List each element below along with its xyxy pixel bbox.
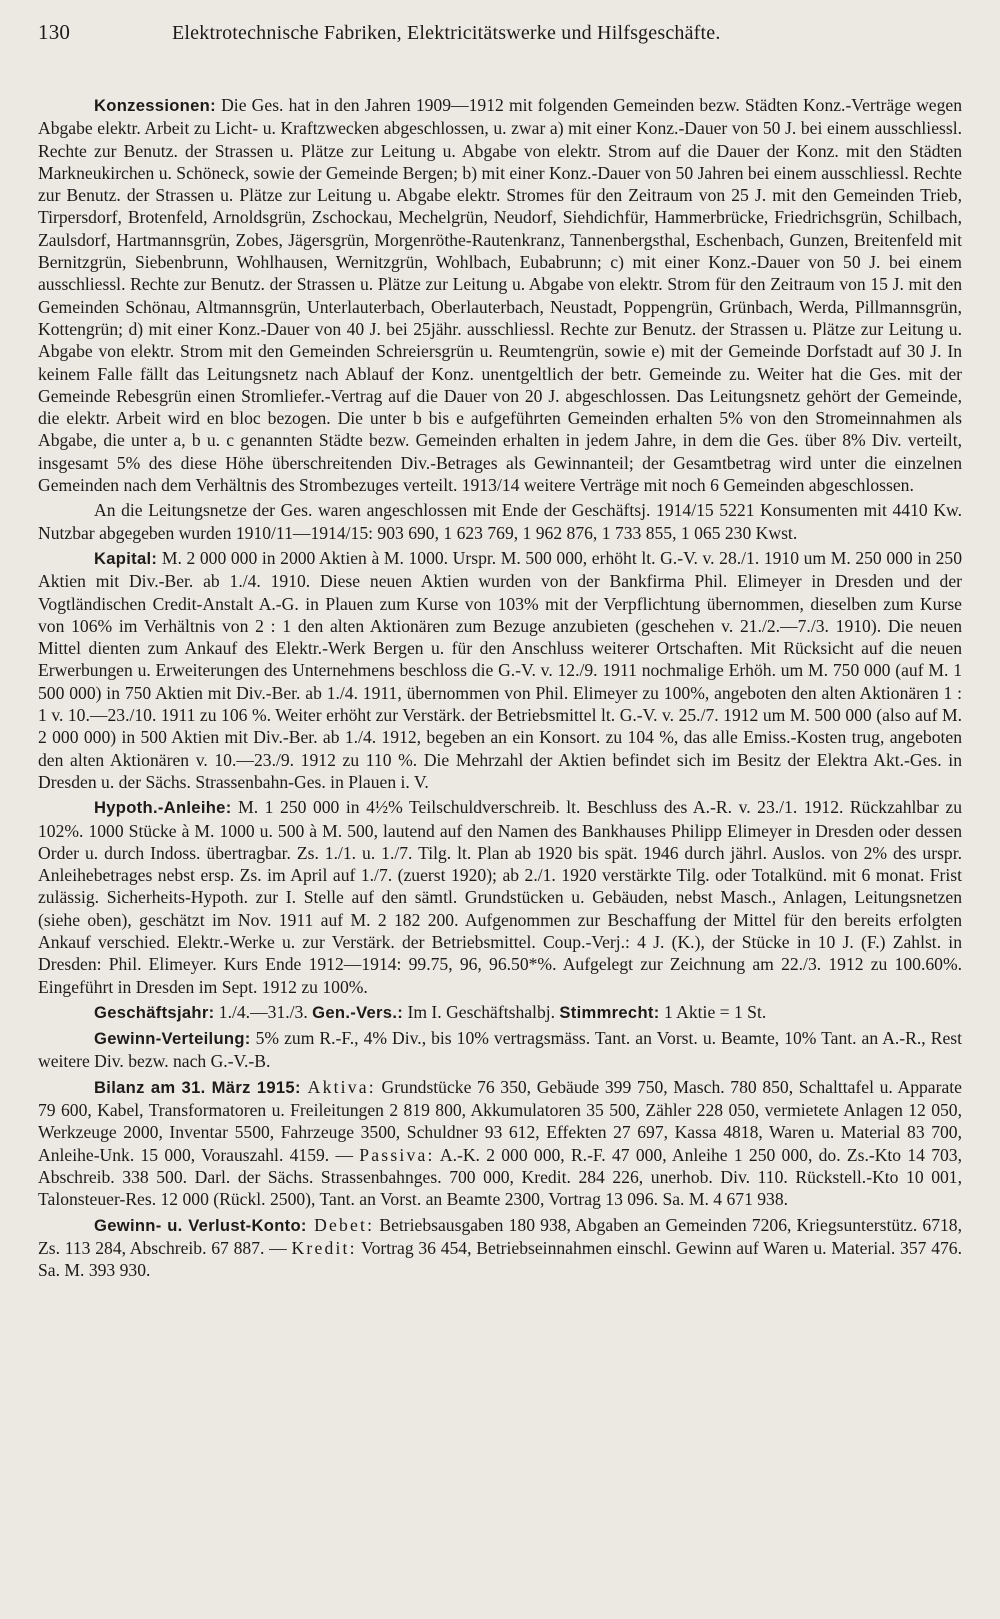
- paragraph-text: 1 Aktie = 1 St.: [659, 1001, 767, 1022]
- paragraph-text: 1./4.—31./3.: [214, 1001, 313, 1022]
- page-number: 130: [38, 20, 71, 44]
- paragraph-text: A.-K. 2 000 000, R.-F. 47 000, Anleihe 1 250 000, do. Zs.-Kto 14 703, Abschreib. 338 500. Darl. der Sächs. Strassenbahnges. 700 000, Kredit. 284 226, unerhob. Div. 110. Rückstell.-Kto 10 001, Talonsteuer-Res. 12 000 (Rückl. 2500), Tant. an Vorst. an Beamte 2300, Vortrag 13 096. Sa. M. 4 671 938.: [38, 1144, 962, 1210]
- body-text: [38, 94, 962, 1281]
- section-heading: Bilanz am 31. März 1915:: [94, 1077, 301, 1097]
- section-heading: Kapital:: [94, 548, 158, 568]
- paragraph-leitungsnetze: [38, 499, 962, 544]
- paragraph-text: Betriebsausgaben 180 938, Abgaben an Gemeinden 7206, Kriegsunterstütz. 6718, Zs. 113 284, Abschreib. 67 887. —: [38, 1214, 962, 1258]
- paragraph-konzessionen: [38, 94, 962, 496]
- paragraph-text: Vortrag 36 454, Betriebseinnahmen einschl. Gewinn auf Waren u. Material. 357 476. Sa. M. 393 930.: [38, 1237, 962, 1281]
- paragraph-gewinn-verlust: [38, 1214, 962, 1282]
- section-heading: Gen.-Vers.:: [312, 1002, 404, 1022]
- paragraph-text: Die Ges. hat in den Jahren 1909—1912 mit folgenden Gemeinden bezw. Städten Konz.-Verträge wegen Abgabe elektr. Arbeit zu Licht- u. Kraftzwecken abgeschlossen, u. zwar a) mit einer Konz.-Dauer von 50 J. bei einem ausschliessl. Rechte zur Benutz. der Strassen u. Plätze zur Leitung u. Abgabe von elektr. Strom auf die Dauer der Konz. mit den Städten Markneukirchen u. Schöneck, sowie der Gemeinde Bergen; b) mit einer Konz.-Dauer von 50 Jahren bei einem ausschliessl. Rechte zur Benutz. der Strassen u. Plätze zur Leitung u. Abgabe elektr. Stromes für den Zeitraum von 25 J. mit den Gemeinden Trieb, Tirpersdorf, Brotenfeld, Arnoldsgrün, Zschockau, Mechelgrün, Neudorf, Siehdichfür, Hammerbrücke, Friedrichsgrün, Schilbach, Zaulsdorf, Hartmannsgrün, Zobes, Jägersgrün, Morgenröthe-Rautenkranz, Tannenbergsthal, Eschenbach, Gunzen, Breitenfeld mit Bernitzgrün, Siebenbrunn, Wohlhausen, Wernitzgrün, Wohlbach, Eubabrunn; c) mit einer Konz.-Dauer von 50 J. bei einem ausschliessl. Rechte zur Benutz. der Strassen u. Plätze zur Leitung u. Abgabe von elektr. Strom für den Zeitraum von 15 J. mit den Gemeinden Schönau, Altmannsgrün, Unterlauterbach, Oberlauterbach, Neustadt, Poppengrün, Grünbach, Werda, Pillmannsgrün, Kottengrün; d) mit einer Konz.-Dauer von 40 J. bei 25jähr. ausschliessl. Rechte zur Benutz. der Strassen u. Plätze zur Leitung u. Abgabe von elektr. Strom mit den Gemeinden Schreiersgrün u. Reumtengrün, sowie e) mit der Gemeinde Dorfstadt auf 30 J. In keinem Falle fällt das Leitungsnetz nach Ablauf der Konz. unentgeltlich der betr. Gemeinde zu. Weiter hat die Ges. mit der Gemeinde Rebesgrün einen Stromliefer.-Vertrag auf die Dauer von 20 J. abgeschlossen. Das Leitungsnetz gehört der Gemeinde, die elektr. Arbeit wird en bloc bezogen. Die unter b bis e aufgeführten Gemeinden erhalten 5% von den Stromeinnahmen als Abgabe, die unter a, b u. c genannten Städte bezw. Gemeinden erhalten in jedem Jahre, in dem die Ges. über 8% Div. verteilt, insgesamt 5% des diese Höhe überschreitenden Div.-Betrages als Gewinnanteil; der Gesamtbetrag wird unter die einzelnen Gemeinden nach dem Verhältnis des Strombezuges verteilt. 1913/14 weitere Verträge mit noch 6 Gemeinden abgeschlossen.: [38, 95, 962, 496]
- spaced-label: Aktiva:: [300, 1076, 376, 1097]
- paragraph-text: An die Leitungsnetze der Ges. waren angeschlossen mit Ende der Geschäftsj. 1914/15 5221 Konsumenten mit 4410 Kw. Nutzbar abgegeben wurden 1910/11—1914/15: 903 690, 1 623 769, 1 962 876, 1 733 855, 1 065 230 Kwst.: [38, 500, 962, 543]
- paragraph-gewinn-verteilung: [38, 1027, 962, 1073]
- paragraph-bilanz: [38, 1076, 962, 1211]
- paragraph-geschaeftsjahr: [38, 1001, 962, 1024]
- paragraph-text: 5% zum R.-F., 4% Div., bis 10% vertragsmäss. Tant. an Vorst. u. Beamte, 10% Tant. an A.-R., Rest weitere Div. bezw. nach G.-V.-B.: [38, 1028, 962, 1072]
- spaced-label: Passiva:: [359, 1144, 435, 1165]
- spaced-label: Kredit:: [291, 1237, 357, 1258]
- paragraph-text: M. 1 250 000 in 4½% Teilschuldverschreib. lt. Beschluss des A.-R. v. 23./1. 1912. Rückzahlbar zu 102%. 1000 Stücke à M. 1000 u. 500 à M. 500, lautend auf den Namen des Bankhauses Philipp Elimeyer in Dresden oder dessen Order u. durch Indoss. übertragbar. Zs. 1./1. u. 1./7. Tilg. lt. Plan ab 1920 bis spät. 1946 durch jährl. Auslos. von 2% des urspr. Anleihebetrages nebst ersp. Zs. im April auf 1./7. (zuerst 1920); ab 2./1. 1920 verstärkte Tilg. oder Totalkünd. mit 6 monat. Frist zulässig. Sicherheits-Hypoth. zur I. Stelle auf den sämtl. Grundstücken u. Gebäuden, nebst Masch., Anlagen, Leitungsnetzen (siehe oben), geschätzt im Nov. 1911 auf M. 2 182 200. Aufgenommen zur Beschaffung der Mittel für den bereits erfolgten Ankauf verschied. Elektr.-Werke u. zur Verstärk. der Betriebsmittel. Coup.-Verj.: 4 J. (K.), der Stücke in 10 J. (F.) Zahlst. in Dresden: Phil. Elimeyer. Kurs Ende 1912—1914: 99.75, 96, 96.50*%. Aufgelegt zur Zeichnung am 22./3. 1912 zu 100.60%. Eingeführt in Dresden im Sept. 1912 zu 100%.: [38, 797, 962, 997]
- paragraph-text: Grundstücke 76 350, Gebäude 399 750, Masch. 780 850, Schalttafel u. Apparate 79 600, Kabel, Transformatoren u. Freileitungen 2 819 800, Akkumulatoren 35 500, Zähler 228 050, vermietete Anlagen 12 050, Werkzeuge 2000, Inventar 5500, Fahrzeuge 3500, Schuldner 93 612, Effekten 27 697, Kassa 4818, Waren u. Material 83 700, Anleihe-Unk. 15 000, Vorauszahl. 4159. —: [38, 1076, 962, 1165]
- running-title: Elektrotechnische Fabriken, Elektricitätswerke und Hilfsgeschäfte.: [172, 22, 721, 44]
- section-heading: Hypoth.-Anleihe:: [94, 798, 232, 818]
- paragraph-text: Im I. Geschäftshalbj.: [403, 1001, 560, 1022]
- section-heading: Geschäftsjahr:: [94, 1002, 215, 1022]
- section-heading: Stimmrecht:: [559, 1002, 660, 1022]
- section-heading: Gewinn-Verteilung:: [94, 1029, 251, 1049]
- section-heading: Konzessionen:: [94, 96, 216, 115]
- running-head: [38, 20, 962, 64]
- paragraph-kapital: [38, 547, 962, 793]
- paragraph-hypoth: [38, 796, 962, 998]
- section-heading: Gewinn- u. Verlust-Konto:: [94, 1215, 307, 1235]
- paragraph-text: M. 2 000 000 in 2000 Aktien à M. 1000. Urspr. M. 500 000, erhöht lt. G.-V. v. 28./1. 1910 um M. 250 000 in 250 Aktien mit Div.-Ber. ab 1./4. 1910. Diese neuen Aktien wurden von der Bankfirma Phil. Elimeyer in Dresden und der Vogtländischen Credit-Anstalt A.-G. in Plauen zum Kurse von 103% mit der Verpflichtung übernommen, dieselben zum Kurse von 106% im Verhältnis von 2 : 1 den alten Aktionären zum Bezuge anzubieten (geschehen v. 21./2.—7./3. 1910). Die neuen Mittel dienten zum Ankauf des Elektr.-Werk Bergen u. für den Anschluss weiterer Ortschaften. Mit Rücksicht auf die neuen Erwerbungen u. Erweiterungen des Unternehmens beschloss die G.-V. v. 12./9. 1911 nochmalige Erhöh. um M. 750 000 (auf M. 1 500 000) in 750 Aktien mit Div.-Ber. ab 1./4. 1911, übernommen von Phil. Elimeyer zu 100%, angeboten den alten Aktionären 1 : 1 v. 10.—23./10. 1911 zu 106 %. Weiter erhöht zur Verstärk. der Betriebsmittel lt. G.-V. v. 25./7. 1912 um M. 500 000 (also auf M. 2 000 000) in 500 Aktien mit Div.-Ber. ab 1./4. 1912, begeben an ein Konsort. zu 104 %, das alle Emiss.-Kosten trug, angeboten den alten Aktionären v. 10.—23./9. 1912 zu 110 %. Die Mehrzahl der Aktien befindet sich im Besitz der Elektra Akt.-Ges. in Dresden u. der Sächs. Strassenbahn-Ges. in Plauen i. V.: [38, 547, 962, 792]
- spaced-label: Debet:: [306, 1214, 375, 1235]
